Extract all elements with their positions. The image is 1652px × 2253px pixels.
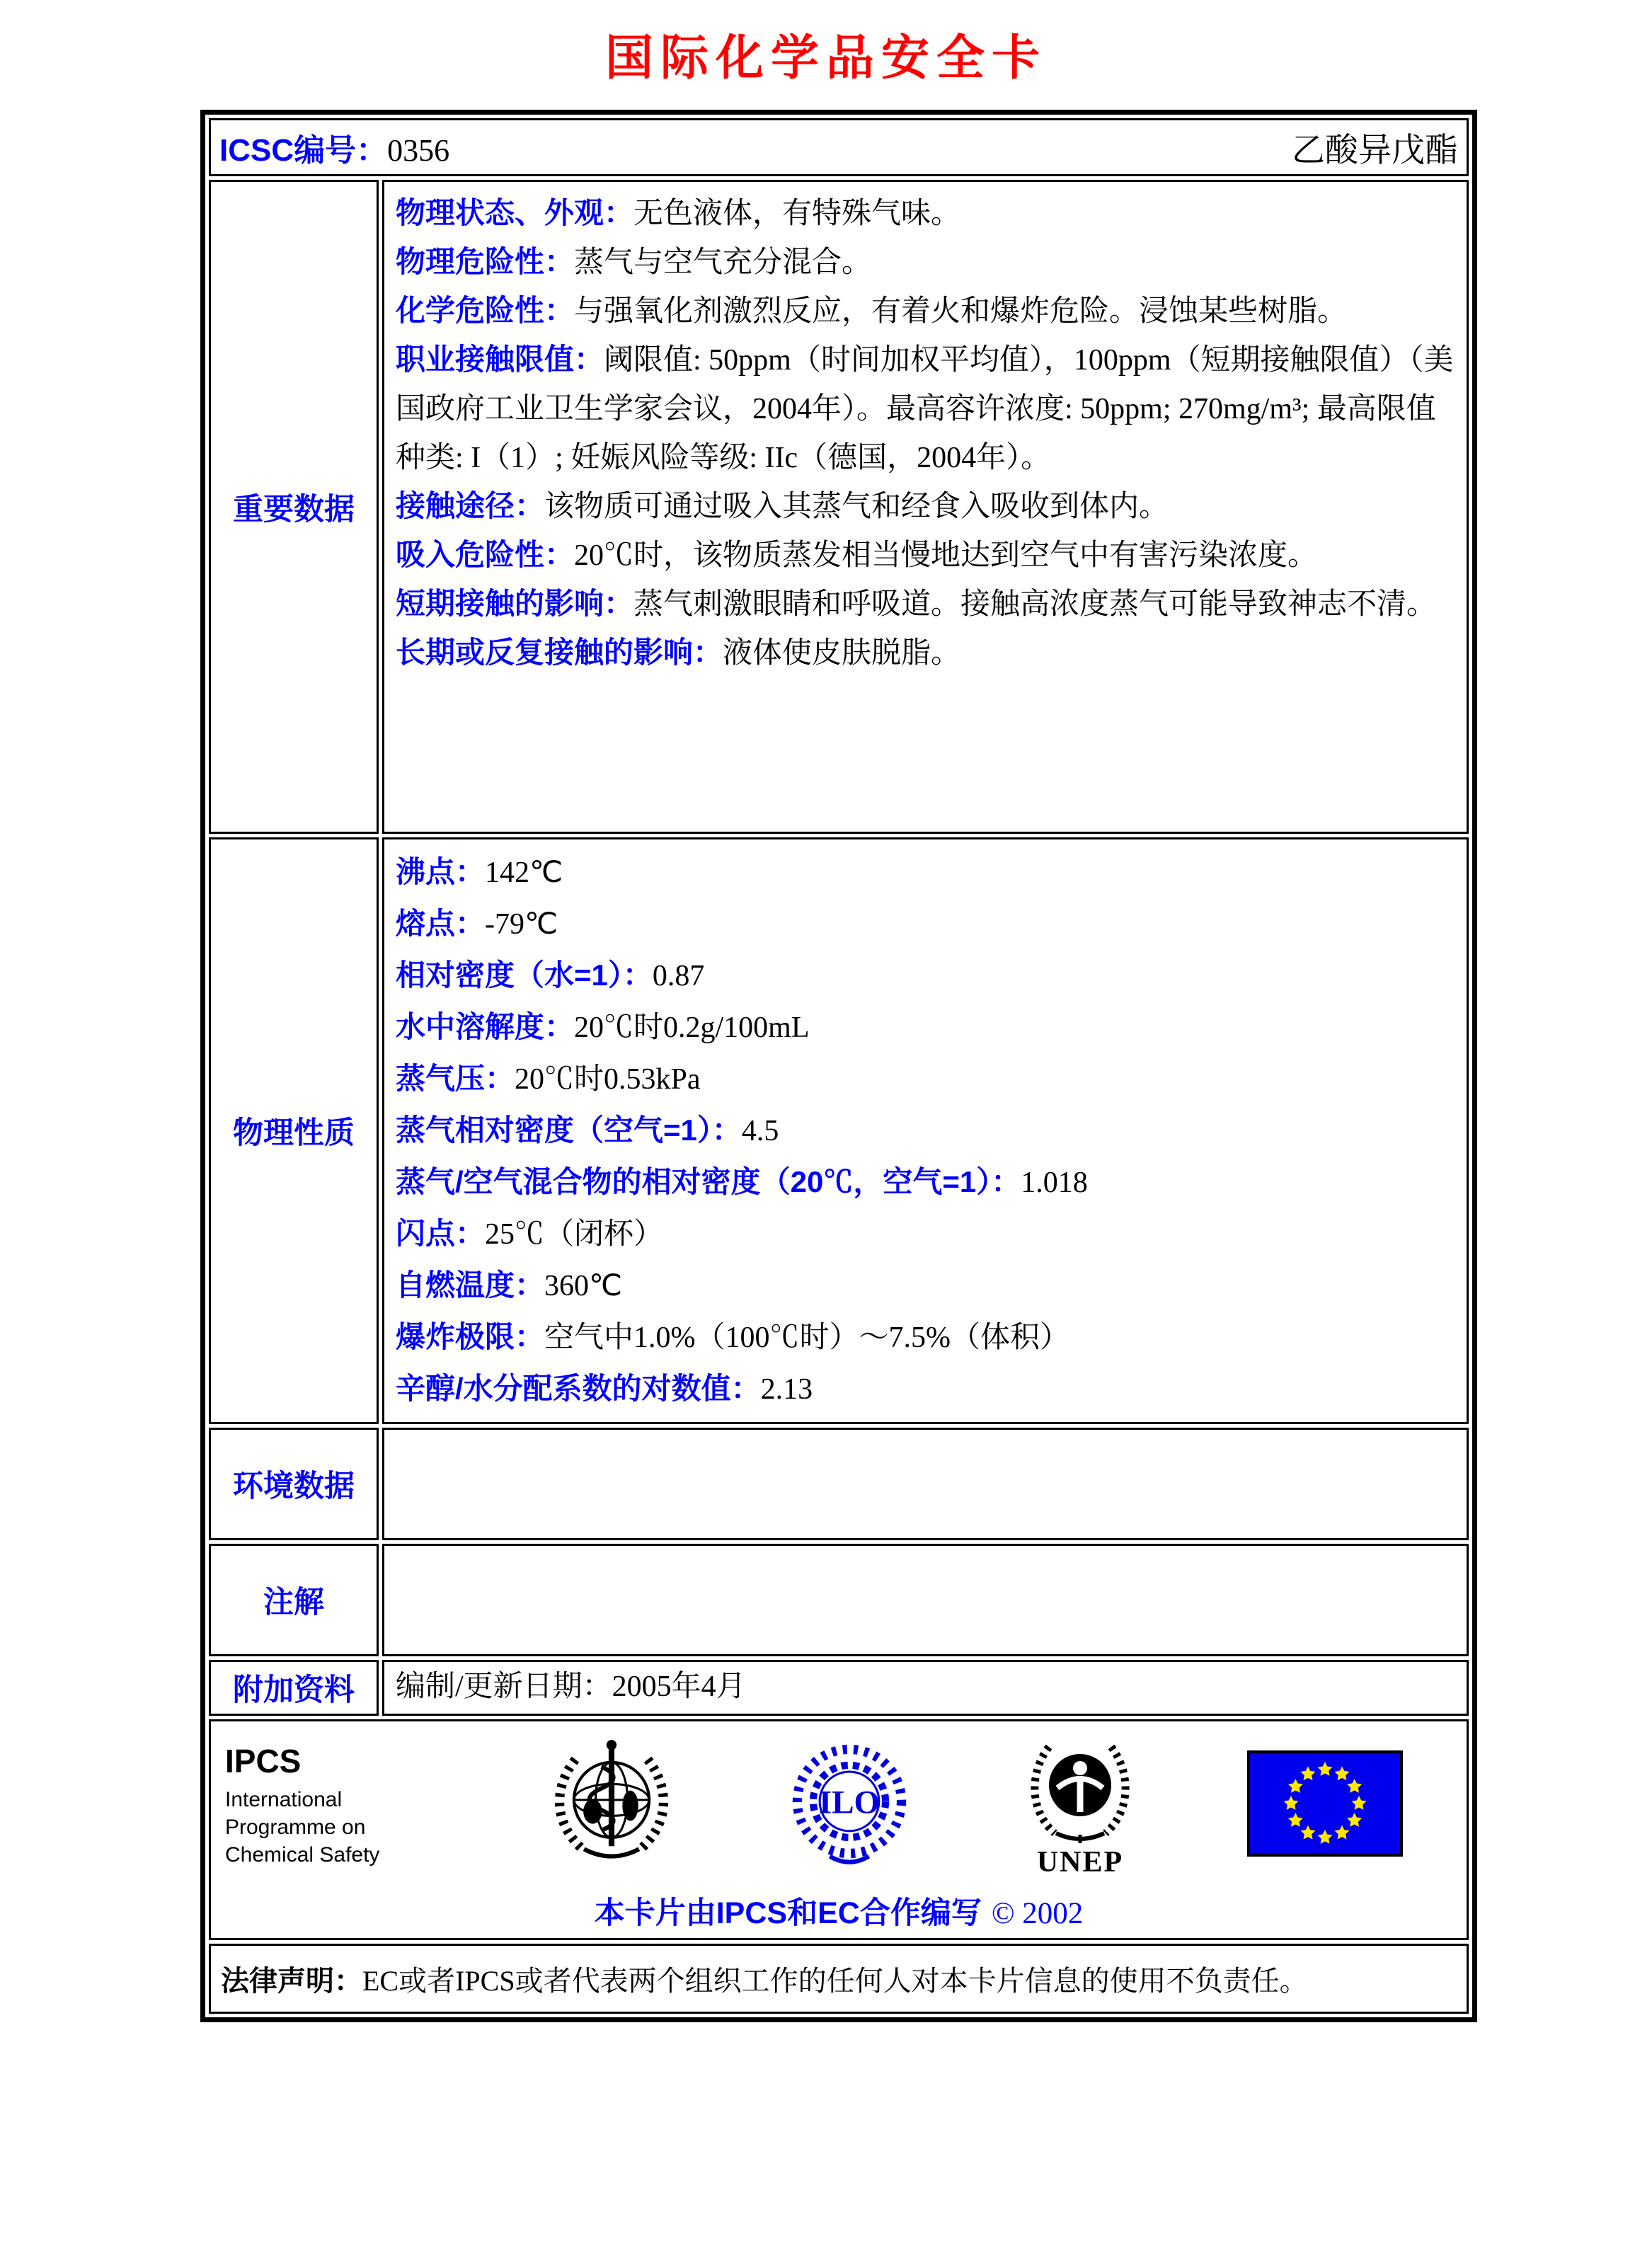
field-line — [396, 1260, 1455, 1312]
field-value: 4.5 — [741, 1115, 779, 1147]
field-value: 该物质可通过吸入其蒸气和经食入吸收到体内。 — [544, 491, 1169, 523]
field-label: 接触途径： — [396, 489, 545, 522]
field-value: 20℃时0.2g/100mL — [574, 1011, 810, 1044]
field-line — [396, 950, 1455, 1002]
section-label-environmental-data: 环境数据 — [209, 1428, 379, 1540]
ipcs-subtitle-line: Chemical Safety — [225, 1843, 380, 1867]
field-label: 沸点： — [396, 855, 486, 888]
field-line — [396, 1312, 1455, 1363]
field-label: 爆炸极限： — [396, 1320, 545, 1353]
field-line — [396, 1105, 1455, 1157]
field-value: 25℃（闭杯） — [485, 1218, 664, 1251]
field-value: 20℃时0.53kPa — [515, 1063, 701, 1096]
ipcs-subtitle-line: International — [225, 1788, 343, 1811]
ipcs-title: IPCS — [225, 1743, 302, 1779]
field-label: 蒸气相对密度（空气=1）： — [396, 1113, 742, 1147]
section-label-physical-properties: 物理性质 — [209, 837, 379, 1424]
ipcs-block — [225, 1742, 437, 1869]
field-label: 蒸气/空气混合物的相对密度（20℃，空气=1）： — [396, 1165, 1021, 1198]
section-content-physical-properties — [382, 837, 1469, 1424]
field-line — [396, 847, 1455, 898]
field-label: 蒸气压： — [396, 1062, 515, 1095]
field-label: 闪点： — [396, 1217, 486, 1250]
field-label: 相对密度（水=1）： — [396, 958, 653, 992]
logos-row — [225, 1731, 1452, 1879]
field-value: 与强氧化剂激烈反应，有着火和爆炸危险。浸蚀某些树脂。 — [574, 295, 1348, 328]
legal-label: 法律声明： — [221, 1966, 362, 1997]
copyright-text: © 2002 — [991, 1897, 1084, 1930]
field-label: 辛醇/水分配系数的对数值： — [396, 1372, 761, 1405]
field-line — [396, 1363, 1455, 1415]
field-value: 1.018 — [1021, 1166, 1088, 1199]
field-label: 化学危险性： — [396, 294, 575, 327]
unep-logo-text: UNEP — [1036, 1846, 1124, 1879]
field-label: 水中溶解度： — [396, 1010, 575, 1043]
field-label: 长期或反复接触的影响： — [396, 636, 723, 669]
field-label: 短期接触的影响： — [396, 587, 634, 620]
field-value: 阈限值: 50ppm（时间加权平均值），100ppm（短期接触限值）（美国政府工业卫生学家会议，2004年）。最高容许浓度: 50ppm; 270mg/m³; 最高限值种类: I（1）; 妊娠风险等级: IIc（德国，2004年）。 — [396, 344, 1454, 474]
field-line — [396, 531, 1455, 580]
legal-row — [209, 1944, 1469, 2014]
field-label: 物理状态、外观： — [396, 196, 634, 229]
field-line — [396, 189, 1455, 238]
field-line — [396, 1002, 1455, 1053]
field-value: 空气中1.0%（100℃时）～7.5%（体积） — [544, 1322, 1069, 1354]
icsc-number-value: 0356 — [387, 133, 450, 168]
section-label-notes: 注解 — [209, 1544, 379, 1656]
field-label: 自燃温度： — [396, 1268, 545, 1302]
caption-row — [225, 1889, 1452, 1932]
field-line — [396, 336, 1455, 482]
field-value: -79℃ — [485, 908, 558, 941]
field-label: 物理危险性： — [396, 245, 575, 278]
section-label-additional-information: 附加资料 — [209, 1660, 379, 1716]
ilo-icon — [786, 1736, 913, 1874]
field-label: 熔点： — [396, 907, 486, 940]
field-label: 吸入危险性： — [396, 538, 575, 571]
field-line — [396, 1053, 1455, 1105]
field-value: 液体使皮肤脱脂。 — [723, 637, 961, 670]
section-content-additional-information — [382, 1660, 1469, 1716]
section-content-important-data — [382, 180, 1469, 834]
field-value: 2.13 — [760, 1373, 813, 1406]
field-value: 蒸气与空气充分混合。 — [574, 246, 872, 279]
update-date-label: 编制/更新日期： — [396, 1670, 612, 1703]
logos-section — [209, 1719, 1469, 1940]
legal-text: EC或者IPCS或者代表两个组织工作的任何人对本卡片信息的使用不负责任。 — [362, 1965, 1308, 1997]
section-label-important-data: 重要数据 — [209, 180, 379, 834]
page-title: 国际化学品安全卡 — [604, 31, 1047, 85]
update-date-value: 2005年4月 — [612, 1670, 746, 1703]
field-line — [396, 1157, 1455, 1208]
who-icon — [548, 1736, 675, 1874]
section-content-notes — [382, 1544, 1469, 1656]
ilo-logo-text: ILO — [818, 1784, 881, 1821]
field-value: 360℃ — [544, 1270, 623, 1302]
field-line — [396, 238, 1455, 287]
icsc-number — [219, 125, 449, 170]
caption-text: 本卡片由IPCS和EC合作编写 — [594, 1896, 982, 1930]
substance-name: 乙酸异戊酯 — [1292, 132, 1458, 169]
eu-flag-icon — [1247, 1750, 1403, 1860]
ipcs-subtitle-line: Programme on — [225, 1816, 366, 1839]
field-value: 142℃ — [485, 856, 563, 889]
icsc-card — [200, 110, 1477, 2022]
update-date-line — [396, 1666, 1455, 1707]
unep-icon — [1023, 1731, 1137, 1850]
unep-block — [1023, 1731, 1137, 1879]
field-line — [396, 580, 1455, 629]
field-label: 职业接触限值： — [396, 343, 604, 376]
field-value: 20℃时，该物质蒸发相当慢地达到空气中有害污染浓度。 — [574, 539, 1318, 572]
field-line — [396, 629, 1455, 677]
field-value: 蒸气刺激眼睛和呼吸道。接触高浓度蒸气可能导致神志不清。 — [633, 588, 1437, 621]
section-content-environmental-data — [382, 1428, 1469, 1540]
header-row — [209, 118, 1469, 176]
icsc-number-label: ICSC编号： — [219, 133, 388, 168]
field-line — [396, 898, 1455, 950]
field-line — [396, 1208, 1455, 1260]
field-line — [396, 287, 1455, 336]
field-value: 无色液体，有特殊气味。 — [633, 197, 961, 230]
field-line — [396, 482, 1455, 531]
field-value: 0.87 — [652, 960, 705, 992]
